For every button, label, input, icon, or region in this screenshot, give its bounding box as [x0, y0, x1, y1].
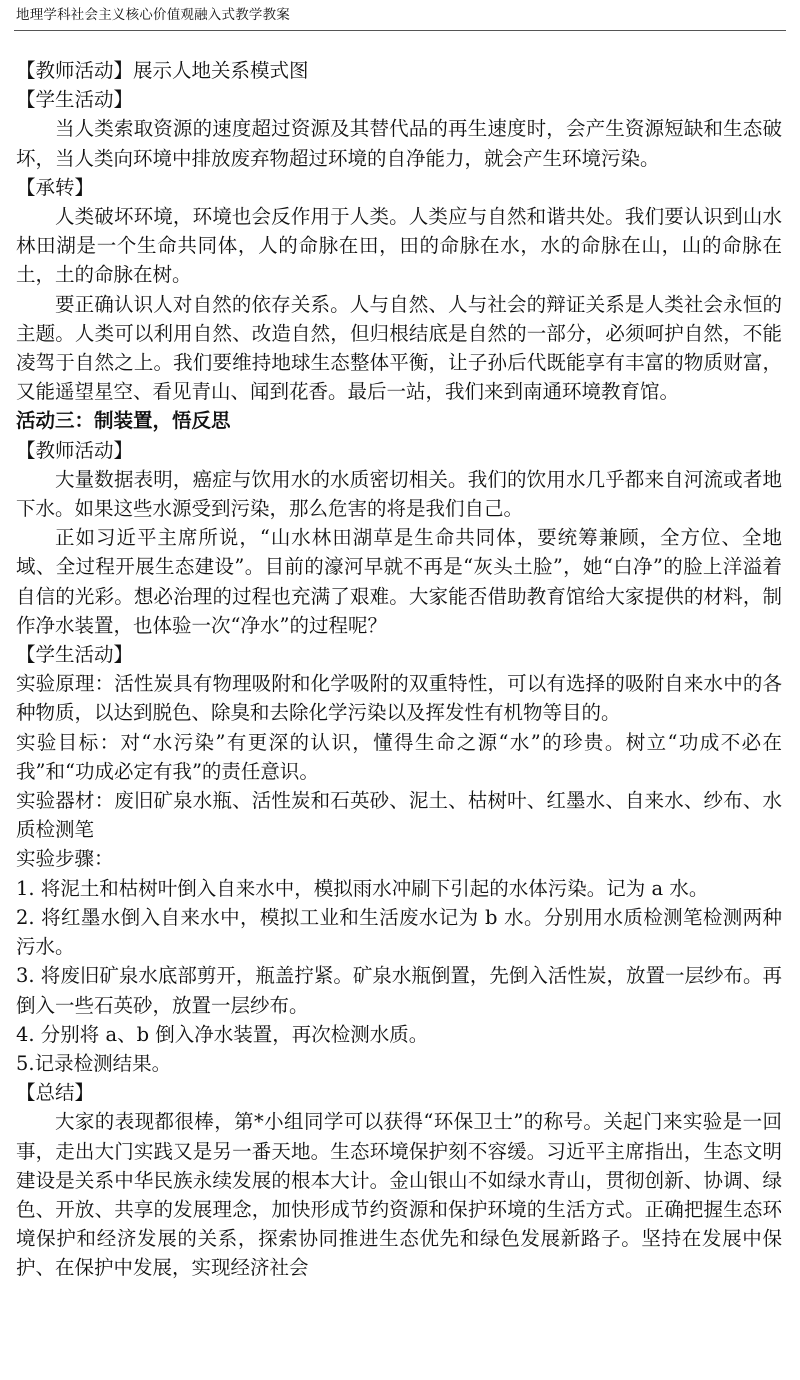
paragraph: 【教师活动】展示人地关系模式图 [16, 59, 309, 82]
paragraph: 实验原理：活性炭具有物理吸附和化学吸附的双重特性，可以有选择的吸附自来水中的各种物质，以达到脱色、除臭和去除化学污染以及挥发性有机物等目的。 [16, 672, 782, 725]
paragraph: 【学生活动】 [16, 643, 134, 667]
header-divider [14, 30, 786, 31]
paragraph: 要正确认识人对自然的依存关系。人与自然、人与社会的辩证关系是人类社会永恒的主题。人类可以利用自然、改造自然，但归根结底是自然的一部分，必须呵护自然，不能凌驾于自然之上。我们要维持地球生态整体平衡，让子孙后代既能享有丰富的物质财富，又能遥望星空、看见青山、闻到花香。最后一站，我们来到南通环境教育馆。 [16, 292, 782, 404]
paragraph: 【学生活动】 [16, 88, 134, 112]
paragraph: 【教师活动】 [16, 438, 134, 462]
paragraph: 正如习近平主席所说，“山水林田湖草是生命共同体，要统筹兼顾，全方位、全地域、全过程开展生态建设”。目前的濠河早就不再是“灰头土脸”，她“白净”的脸上洋溢着自信的光彩。想必治理的过程也充满了艰难。大家能否借助教育馆给大家提供的材料，制作净水装置，也体验一次“净水”的过程呢？ [16, 526, 782, 637]
list-item: 5.记录检测结果。 [16, 1051, 172, 1075]
page-header: 地理学科社会主义核心价值观融入式教学教案 [16, 7, 290, 23]
paragraph: 大家的表现都很棒，第*小组同学可以获得“环保卫士”的称号。关起门来实验是一回事，走出大门实践又是另一番天地。生态环境保护刻不容缓。习近平主席指出，生态文明建设是关系中华民族永续发展的根本大计。金山银山不如绿水青山，贯彻创新、协调、绿色、开放、共享的发展理念，加快形成节约资源和保护环境的生活方式。正确把握生态环境保护和经济发展的关系，探索协同推进生态优先和绿色发展新路子。坚持在发展中保护、在保护中发展，实现经济社会 [16, 1110, 782, 1280]
paragraph: 大量数据表明，癌症与饮用水的水质密切相关。我们的饮用水几乎都来自河流或者地下水。如果这些水源受到污染，那么危害的将是我们自己。 [16, 467, 782, 521]
paragraph: 当人类索取资源的速度超过资源及其替代品的再生速度时，会产生资源短缺和生态破坏，当人类向环境中排放废弃物超过环境的自净能力，就会产生环境污染。 [16, 117, 782, 170]
list-item: 3. 将废旧矿泉水底部剪开，瓶盖拧紧。矿泉水瓶倒置，先倒入活性炭，放置一层纱布。再倒入一些石英砂，放置一层纱布。 [16, 964, 782, 1017]
section-heading: 活动三：制装置，悟反思 [16, 409, 231, 433]
list-item: 2. 将红墨水倒入自来水中，模拟工业和生活废水记为 b 水。分别用水质检测笔检测两种污水。 [16, 905, 782, 959]
list-item: 4. 分别将 a、b 倒入净水装置，再次检测水质。 [16, 1022, 429, 1046]
paragraph: 【总结】 [16, 1081, 95, 1105]
document-body [16, 56, 782, 1283]
paragraph: 实验步骤： [16, 847, 114, 871]
paragraph: 实验目标：对“水污染”有更深的认识，懂得生命之源“水”的珍贵。树立“功成不必在我”和“功成必定有我”的责任意识。 [16, 730, 782, 783]
paragraph: 【承转】 [16, 175, 95, 199]
paragraph: 实验器材：废旧矿泉水瓶、活性炭和石英砂、泥土、枯树叶、红墨水、自来水、纱布、水质检测笔 [16, 789, 782, 842]
list-item: 1. 将泥土和枯树叶倒入自来水中，模拟雨水冲刷下引起的水体污染。记为 a 水。 [16, 876, 709, 900]
paragraph: 人类破坏环境，环境也会反作用于人类。人类应与自然和谐共处。我们要认识到山水林田湖是一个生命共同体，人的命脉在田，田的命脉在水，水的命脉在山，山的命脉在土，土的命脉在树。 [16, 205, 782, 287]
